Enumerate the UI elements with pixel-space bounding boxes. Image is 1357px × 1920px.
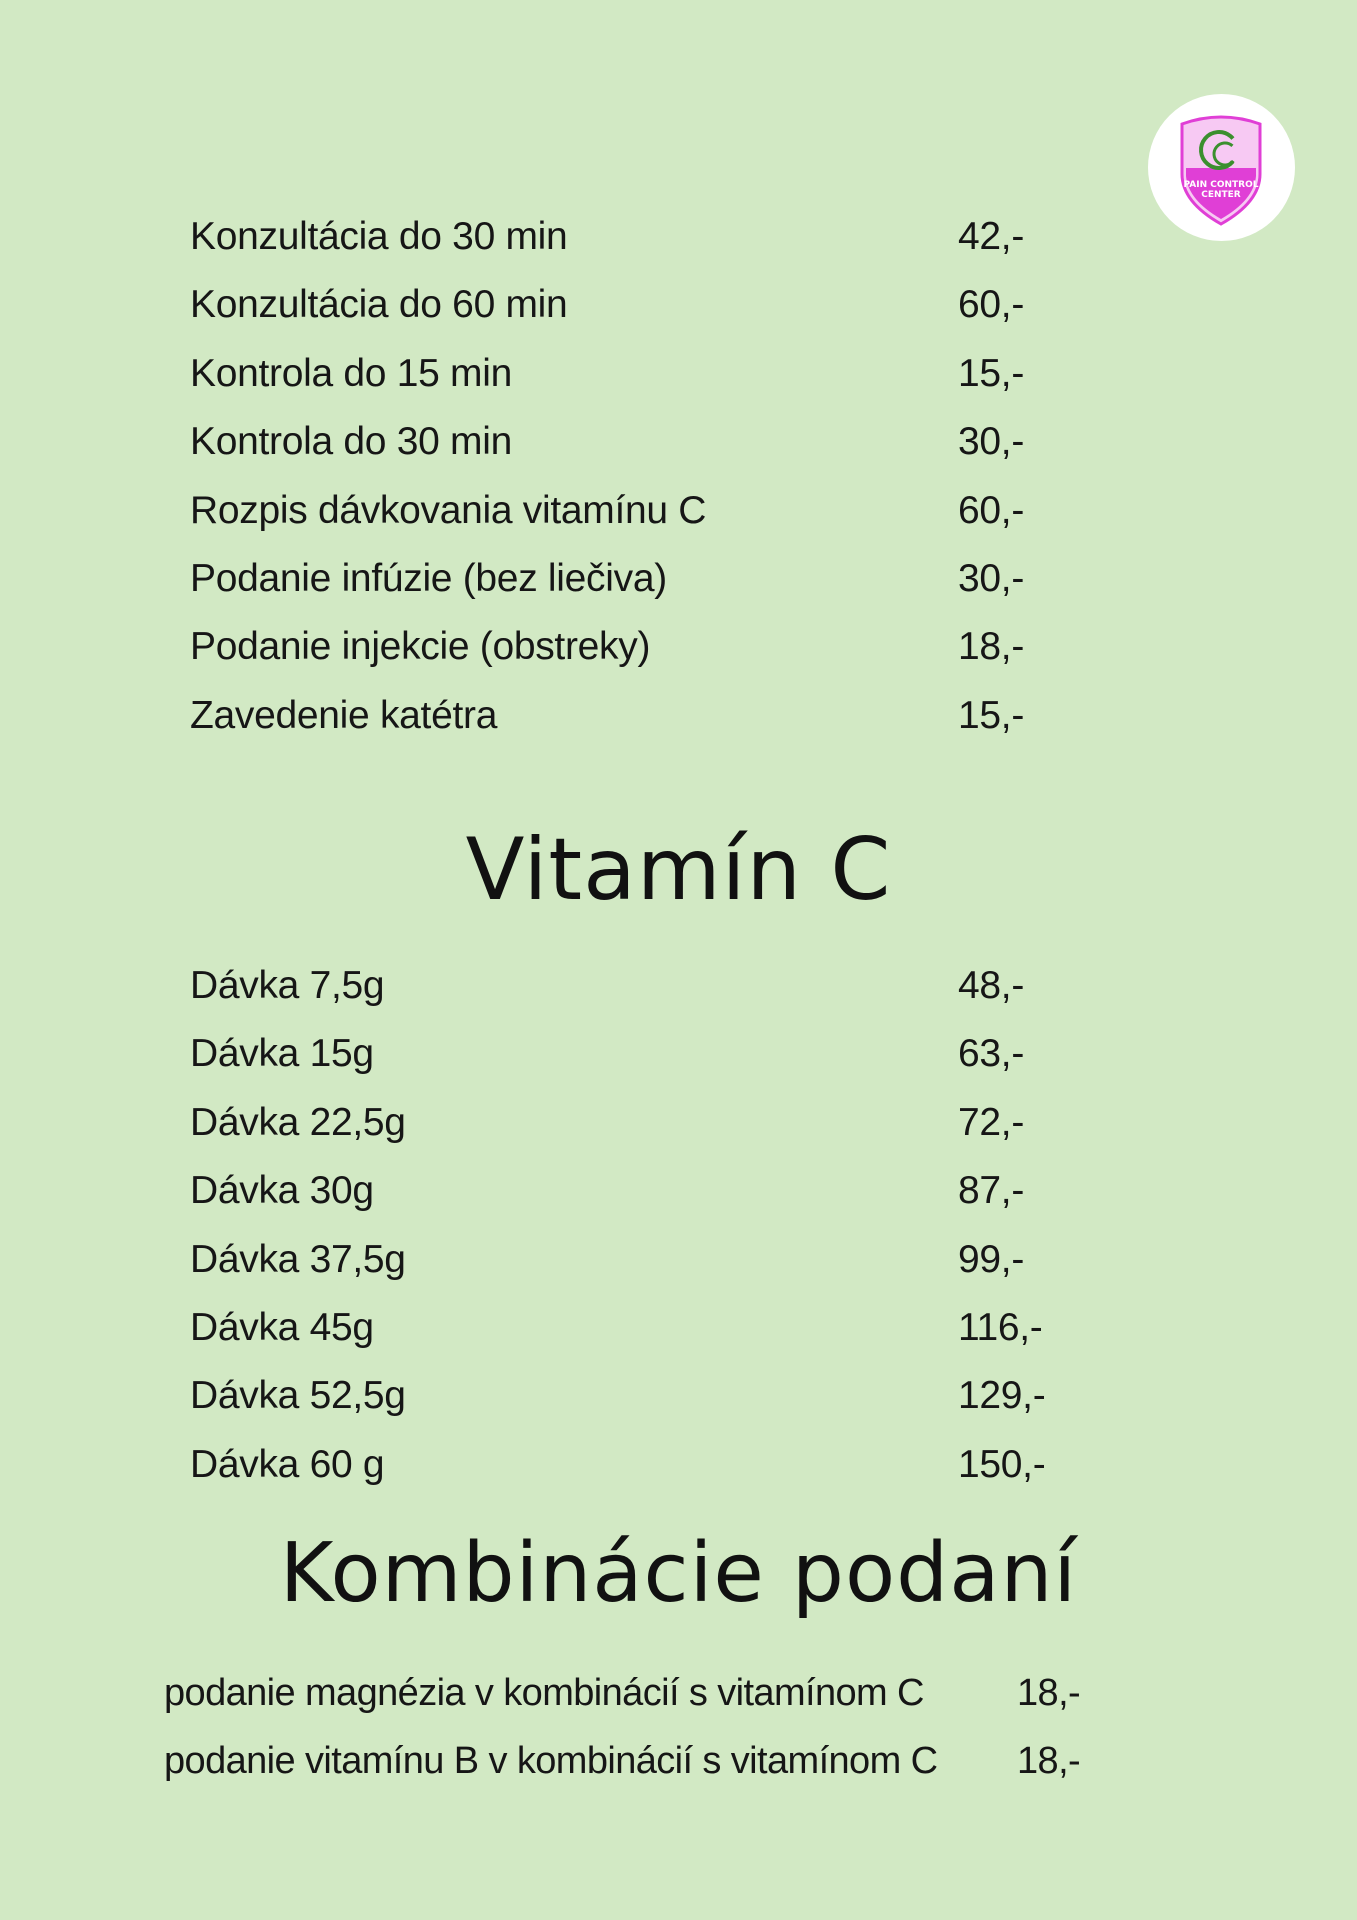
dose-name: Dávka 52,5g	[190, 1374, 406, 1418]
price-row	[190, 477, 1090, 545]
service-price: 60,-	[958, 488, 1025, 532]
price-row	[190, 1089, 1090, 1157]
price-row	[190, 1020, 1090, 1088]
dose-name: Dávka 7,5g	[190, 964, 385, 1007]
price-row	[190, 1157, 1090, 1225]
price-row	[164, 1659, 1164, 1727]
dose-name: Dávka 22,5g	[190, 1100, 406, 1144]
combo-price: 18,-	[1017, 1740, 1081, 1783]
price-row	[190, 408, 1090, 476]
price-row	[190, 1226, 1090, 1294]
service-name: Rozpis dávkovania vitamínu C	[190, 488, 707, 532]
combinations-price-list	[164, 1659, 1164, 1796]
service-name: Podanie injekcie (obstreky)	[190, 625, 651, 669]
price-row	[190, 952, 1090, 1020]
combo-name: podanie vitamínu B v kombinácií s vitamínom C	[164, 1740, 938, 1783]
service-price: 60,-	[958, 283, 1025, 327]
price-row	[190, 682, 1090, 750]
combo-name: podanie magnézia v kombinácií s vitamínom C	[164, 1672, 924, 1714]
service-name: Konzultácia do 60 min	[190, 283, 568, 327]
dose-name: Dávka 15g	[190, 1032, 374, 1076]
service-price: 15,-	[958, 351, 1025, 395]
service-price: 18,-	[958, 625, 1025, 669]
price-row	[190, 271, 1090, 339]
combinations-heading: Kombinácie podaní	[279, 1526, 1078, 1621]
price-row	[164, 1727, 1164, 1795]
logo-text-line2: CENTER	[1201, 190, 1241, 200]
price-row	[190, 340, 1090, 408]
price-row	[190, 1362, 1090, 1430]
service-name: Kontrola do 30 min	[190, 420, 512, 464]
dose-price: 150,-	[958, 1442, 1046, 1486]
dose-name: Dávka 37,5g	[190, 1237, 406, 1281]
vitamin-c-price-list	[190, 952, 1090, 1499]
dose-name: Dávka 45g	[190, 1305, 374, 1349]
price-row	[190, 1294, 1090, 1362]
price-row	[190, 545, 1090, 613]
dose-price: 129,-	[958, 1374, 1046, 1418]
service-name: Kontrola do 15 min	[190, 351, 512, 395]
service-price: 42,-	[958, 215, 1025, 258]
pain-control-center-logo	[1148, 94, 1295, 241]
service-price: 30,-	[958, 420, 1025, 464]
combo-price: 18,-	[1017, 1672, 1081, 1714]
dose-price: 99,-	[958, 1237, 1025, 1281]
service-name: Zavedenie katétra	[190, 693, 498, 737]
vitamin-c-heading: Vitamín C	[465, 820, 892, 920]
dose-price: 48,-	[958, 964, 1025, 1007]
shield-logo-icon	[1148, 94, 1295, 241]
dose-name: Dávka 60 g	[190, 1442, 385, 1486]
dose-price: 63,-	[958, 1032, 1025, 1076]
dose-name: Dávka 30g	[190, 1169, 374, 1213]
dose-price: 87,-	[958, 1169, 1025, 1213]
dose-price: 116,-	[958, 1305, 1043, 1349]
price-row	[190, 613, 1090, 681]
service-name: Podanie infúzie (bez liečiva)	[190, 556, 667, 600]
price-row	[190, 203, 1090, 271]
price-row	[190, 1431, 1090, 1499]
service-price: 15,-	[958, 693, 1025, 737]
service-price: 30,-	[958, 556, 1025, 600]
services-price-list	[190, 203, 1090, 750]
dose-price: 72,-	[958, 1100, 1025, 1144]
service-name: Konzultácia do 30 min	[190, 215, 568, 258]
logo-text-line1: PAIN CONTROL	[1183, 180, 1259, 190]
